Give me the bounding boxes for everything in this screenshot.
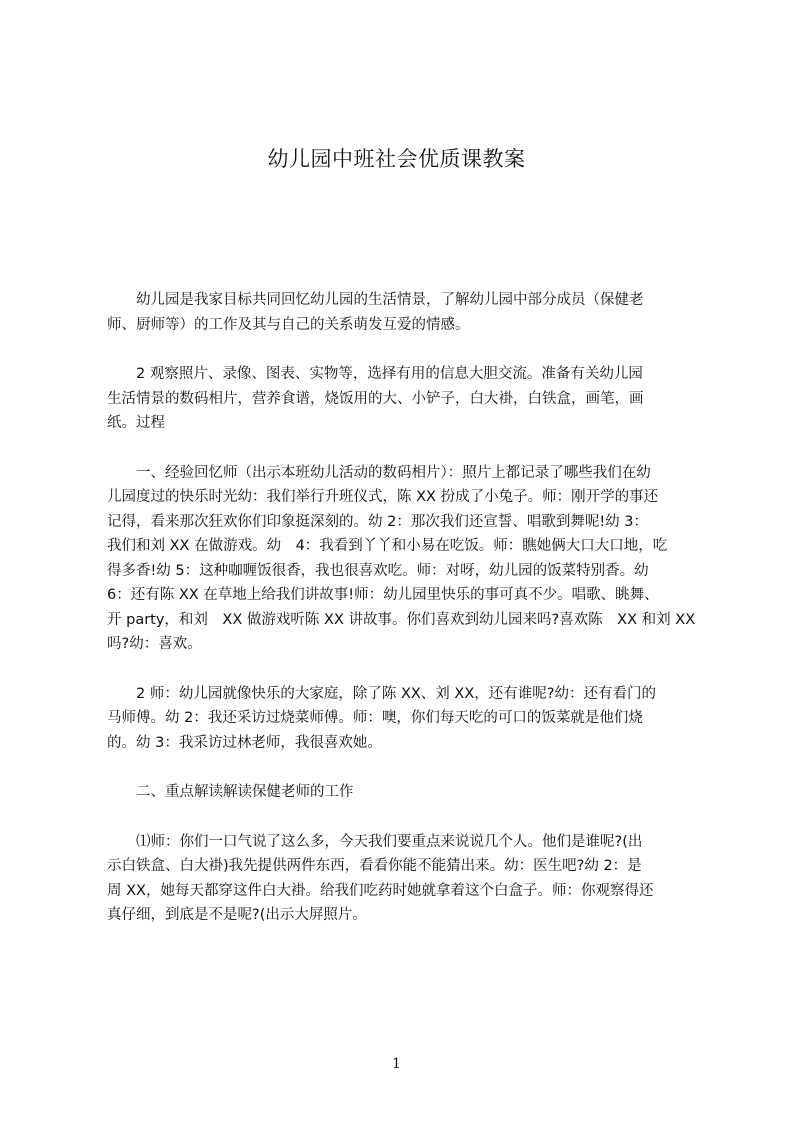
text-line: 吗?幼：喜欢。 (107, 636, 202, 652)
page-number: 1 (392, 1056, 401, 1072)
text-line: 得多香!幼 5：这种咖喱饭很香，我也很喜欢吃。师：对呀，幼儿园的饭菜特别香。幼 (107, 562, 649, 579)
text-line: 纸。过程 (107, 415, 165, 431)
text-line: 幼儿园是我家目标共同回忆幼儿园的生活情景，了解幼儿园中部分成员（保健老 (107, 292, 644, 308)
text-line: ⑴师：你们一口气说了这么多，今天我们要重点来说说几个人。他们是谁呢?(出 (107, 833, 643, 850)
text-line: 记得，看来那次狂欢你们印象挺深刻的。幼 2：那次我们还宣誓、唱歌到舞呢!幼 3： (107, 513, 648, 530)
section-heading (107, 780, 699, 805)
paragraph-recall (107, 461, 699, 657)
paragraph-family (107, 682, 699, 756)
text-line: 我们和刘 XX 在做游戏。幼 4：我看到丫丫和小易在吃饭。师：瞧她俩大口大口地，吃 (107, 538, 668, 554)
text-line: 周 XX，她每天都穿这件白大褂。给我们吃药时她就拿着这个白盒子。师：你观察得还 (107, 882, 654, 899)
text-line: 一、经验回忆师（出示本班幼儿活动的数码相片）：照片上都记录了哪些我们在幼 (107, 464, 651, 481)
text-line: 示白铁盒、白大褂)我先提供两件东西，看看你能不能猜出来。幼：医生吧?幼 2：是 (107, 858, 642, 874)
document-title: 幼儿园中班社会优质课教案 (267, 147, 526, 171)
text-line: 开 party，和刘 XX 做游戏听陈 XX 讲故事。你们喜欢到幼儿园来吗?喜欢陈 XX 和刘 XX (107, 611, 696, 628)
text-line: 师、厨师等）的工作及其与自己的关系萌发互爱的情感。 (107, 316, 470, 333)
text-line: 二、重点解读解读保健老师的工作 (107, 784, 354, 800)
paragraph-preparation (107, 362, 699, 436)
paragraph-health-teacher (107, 830, 699, 928)
paragraph-intro (107, 288, 699, 337)
text-line: 2 师：幼儿园就像快乐的大家庭，除了陈 XX、刘 XX，还有谁呢?幼：还有看门的 (107, 685, 656, 702)
text-line: 马师傅。幼 2：我还采访过烧菜师傅。师：噢，你们每天吃的可口的饭菜就是他们烧 (107, 710, 643, 726)
text-line: 6：还有陈 XX 在草地上给我们讲故事!师：幼儿园里快乐的事可真不少。唱歌、眺舞、 (107, 587, 659, 603)
text-line: 的。幼 3：我采访过林老师，我很喜欢她。 (107, 734, 382, 751)
text-line: 2 观察照片、录像、图表、实物等，选择有用的信息大胆交流。准备有关幼儿园 (107, 366, 643, 382)
text-line: 真仔细，到底是不是呢?(出示大屏照片。 (107, 907, 367, 923)
text-line: 生活情景的数码相片，营养食谱，烧饭用的大、小铲子，白大褂，白铁盒，画笔，画 (107, 390, 644, 407)
text-line: 儿园度过的快乐时光幼：我们举行升班仪式，陈 XX 扮成了小兔子。师：刚开学的事还 (107, 489, 659, 505)
document-body (107, 288, 699, 953)
